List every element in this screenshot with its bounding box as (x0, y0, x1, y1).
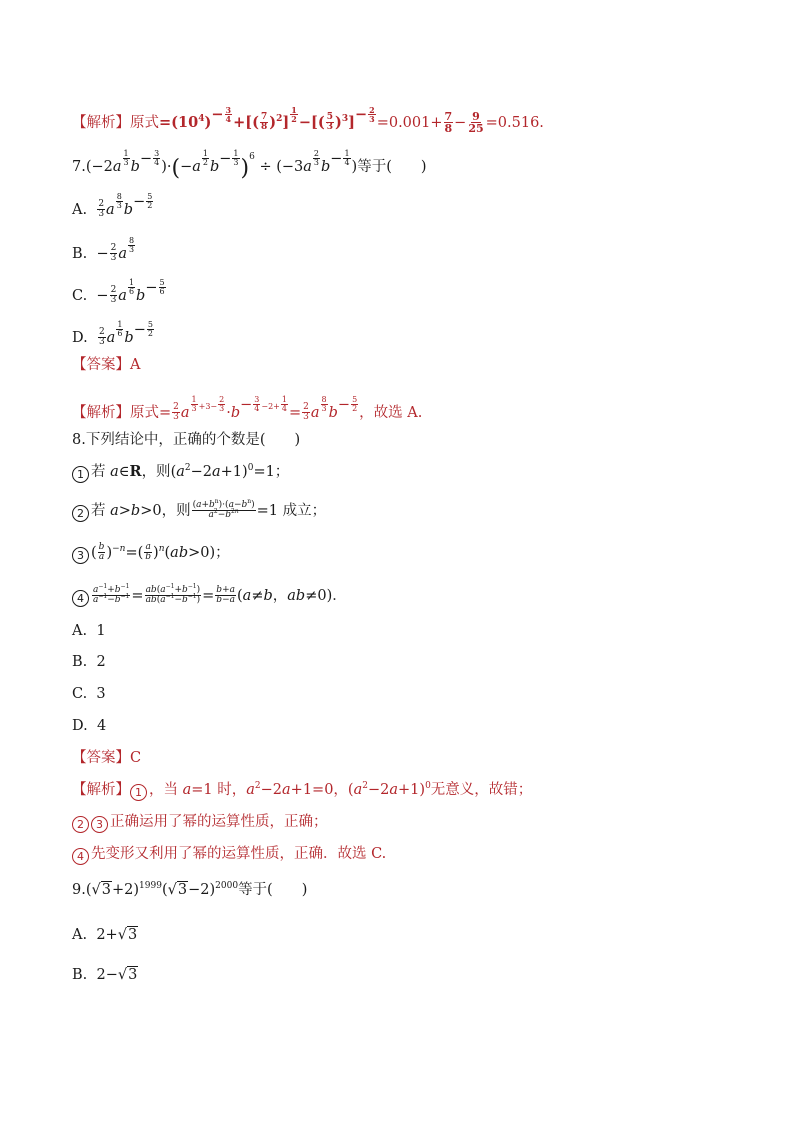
q8-statement-1: 1 若 a∈R，则$(a^2-2a+1)^0=1$； (72, 465, 289, 483)
circled-number: 2 (72, 505, 89, 522)
q7-option-a: A. $\frac{2}{3}$ a $\frac{8}{3}$ b− $\frac{5}{2}$ (72, 192, 153, 220)
q7-stem: 7.(−2a $\frac{1}{3}$ b− $\frac{3}{4}$ )·(−a $\frac{1}{2}$ b− $\frac{1}{3}$ )$^6$ ÷ (−3a $\frac{2}{3}$ b− $\frac{1}{4}$ )等于( ) (72, 149, 427, 181)
q8-statement-4: 4 $\frac{a^{-1}+b^{-1}}{a^{-1}-b^{-1}}$ = $\frac{ab(a^{-1}+b^{-1})}{ab(a^{-1}-b^{-1})}$ = $\frac{b+a}{b-a}$ (a≠b，ab≠0)． (72, 586, 347, 607)
q7-option-c: C. − $\frac{2}{3}$ a $\frac{1}{6}$ b− $\frac{5}{6}$ (72, 278, 165, 306)
q8-statement-2: 2 若 a>b>0，则 $\frac{(a+b^n)\cdot(a-b^n)}{a^2-b^{2n}}$ =1 成立； (72, 501, 326, 522)
q8-answer: 【答案】C (72, 750, 142, 766)
q8-analysis-3: 4 先变形又利用了幂的运算性质，正确．故选 C. (72, 847, 386, 865)
q7-analysis: 【解析】原式= $\frac{2}{3}$ a $\frac{1}{3}$ +3− $\frac{2}{3}$ ·b− $\frac{3}{4}$ −2+ $\frac{1}{4}$ = $\frac{2}{3}$ a $\frac{8}{3}$ b− $\frac{5}{2}$ ，故选 A. (72, 395, 423, 423)
q9-stem: $9.(√3+2)^{1999}(√3-2)^{2000}$等于( ) (72, 881, 308, 898)
q8-option-d: D. 4 (72, 718, 107, 734)
q7-option-d: D. $\frac{2}{3}$ a $\frac{1}{6}$ b− $\frac{5}{2}$ (72, 320, 153, 348)
q6-analysis-line: 【解析】原式$=(10^4)-$ $\frac{3}{4}$ +[( $\frac{7}{8}$ )$^2$] $\frac{1}{2}$ −[( $\frac{5}{3}$ )$^3$]− $\frac{2}{3}$ =0.001+ $\frac{7}{8}$ − $\frac{9}{25}$ =0.516. (72, 105, 544, 136)
q8-statement-3: 3 ( $\frac{b}{a}$ )$^{-n}$=( $\frac{a}{b}$ )$^n$(ab>0)； (72, 543, 230, 564)
q8-analysis-2: 2 3 正确运用了幂的运算性质，正确； (72, 815, 328, 833)
q8-stem: 8.下列结论中，正确的个数是( ) (72, 432, 301, 448)
q8-option-b: B. 2 (72, 654, 106, 670)
q9-option-a: A. 2+√3 (72, 927, 138, 943)
analysis-tag: 【解析】 (72, 114, 130, 131)
circled-number: 4 (72, 590, 89, 607)
q9-option-b: B. 2−√3 (72, 967, 138, 983)
q7-option-b: B. − $\frac{2}{3}$ a $\frac{8}{3}$ (72, 236, 135, 264)
q7-answer: 【答案】A (72, 357, 141, 373)
q8-analysis-1: 【解析】 1 ，当 a=1 时，$a^2-2a+1=0$，$(a^2-2a+1)^0$无意义，故错； (72, 781, 533, 799)
circled-number: 1 (72, 466, 89, 483)
original-label: 原式 (130, 114, 159, 131)
q8-option-a: A. 1 (72, 623, 106, 639)
circled-number: 3 (72, 547, 89, 564)
q8-option-c: C. 3 (72, 686, 106, 702)
